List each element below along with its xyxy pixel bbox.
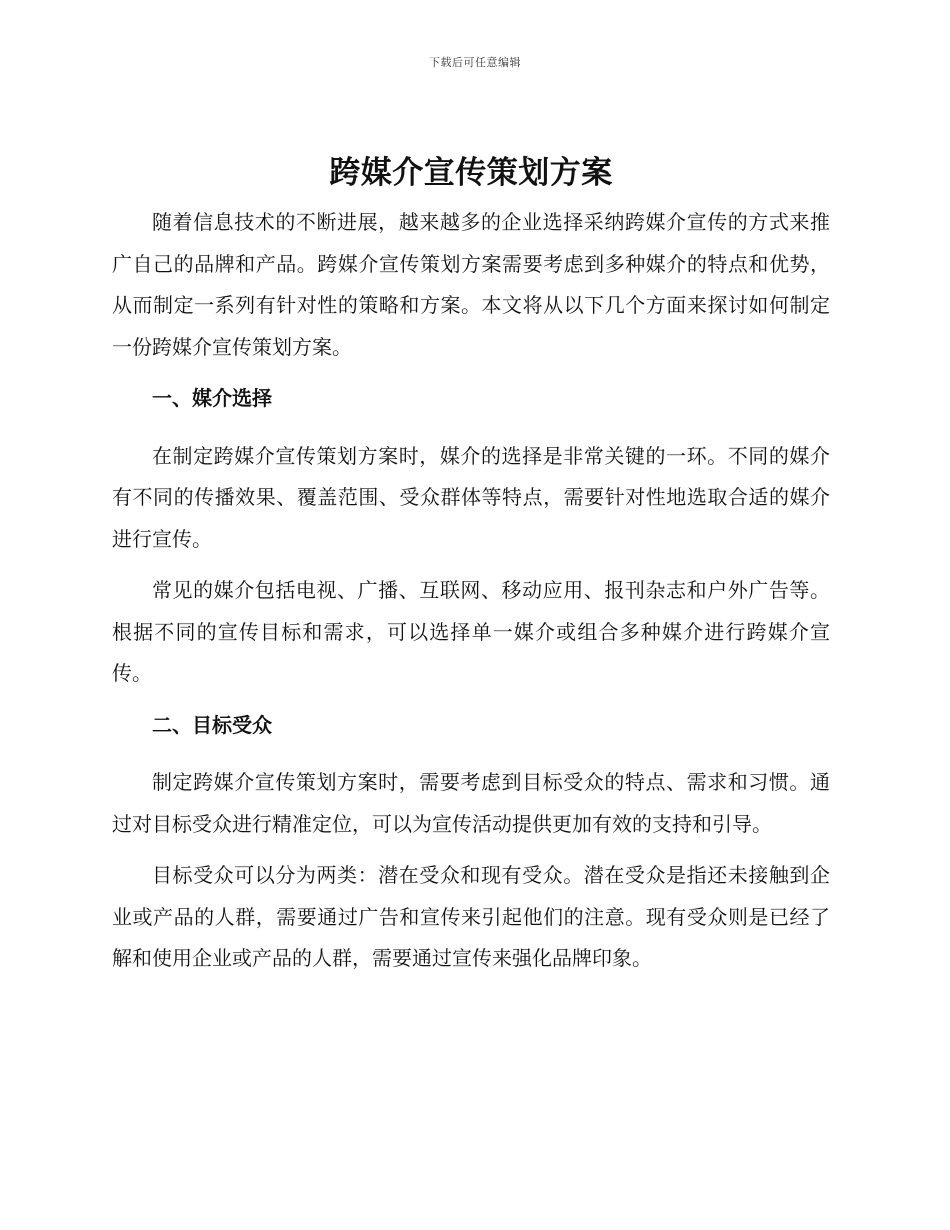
- document-body: [112, 150, 830, 990]
- body-paragraph: 制定跨媒介宣传策划方案时，需要考虑到目标受众的特点、需求和习惯。通过对目标受众进行精准定位，可以为宣传活动提供更加有效的支持和引导。: [112, 770, 830, 836]
- section-heading-media-selection: 一、媒介选择: [152, 386, 272, 410]
- body-paragraph: 目标受众可以分为两类：潜在受众和现有受众。潜在受众是指还未接触到企业或产品的人群，需要通过广告和宣传来引起他们的注意。现有受众则是已经了解和使用企业或产品的人群，需要通过宣传来强化品牌印象。: [112, 863, 830, 970]
- intro-paragraph: 随着信息技术的不断进展，越来越多的企业选择采纳跨媒介宣传的方式来推广自己的品牌和产品。跨媒介宣传策划方案需要考虑到多种媒介的特点和优势，从而制定一系列有针对性的策略和方案。本文将从以下几个方面来探讨如何制定一份跨媒介宣传策划方案。: [112, 210, 830, 359]
- document-title: 跨媒介宣传策划方案: [329, 155, 613, 191]
- section-heading-target-audience: 二、目标受众: [152, 712, 272, 737]
- body-paragraph: 在制定跨媒介宣传策划方案时，媒介的选择是非常关键的一环。不同的媒介有不同的传播效果、覆盖范围、受众群体等特点，需要针对性地选取合适的媒介进行宣传。: [112, 443, 830, 551]
- body-paragraph: 常见的媒介包括电视、广播、互联网、移动应用、报刊杂志和户外广告等。根据不同的宣传目标和需求，可以选择单一媒介或组合多种媒介进行跨媒介宣传。: [112, 578, 830, 685]
- header-note: 下载后可任意编辑: [429, 56, 521, 69]
